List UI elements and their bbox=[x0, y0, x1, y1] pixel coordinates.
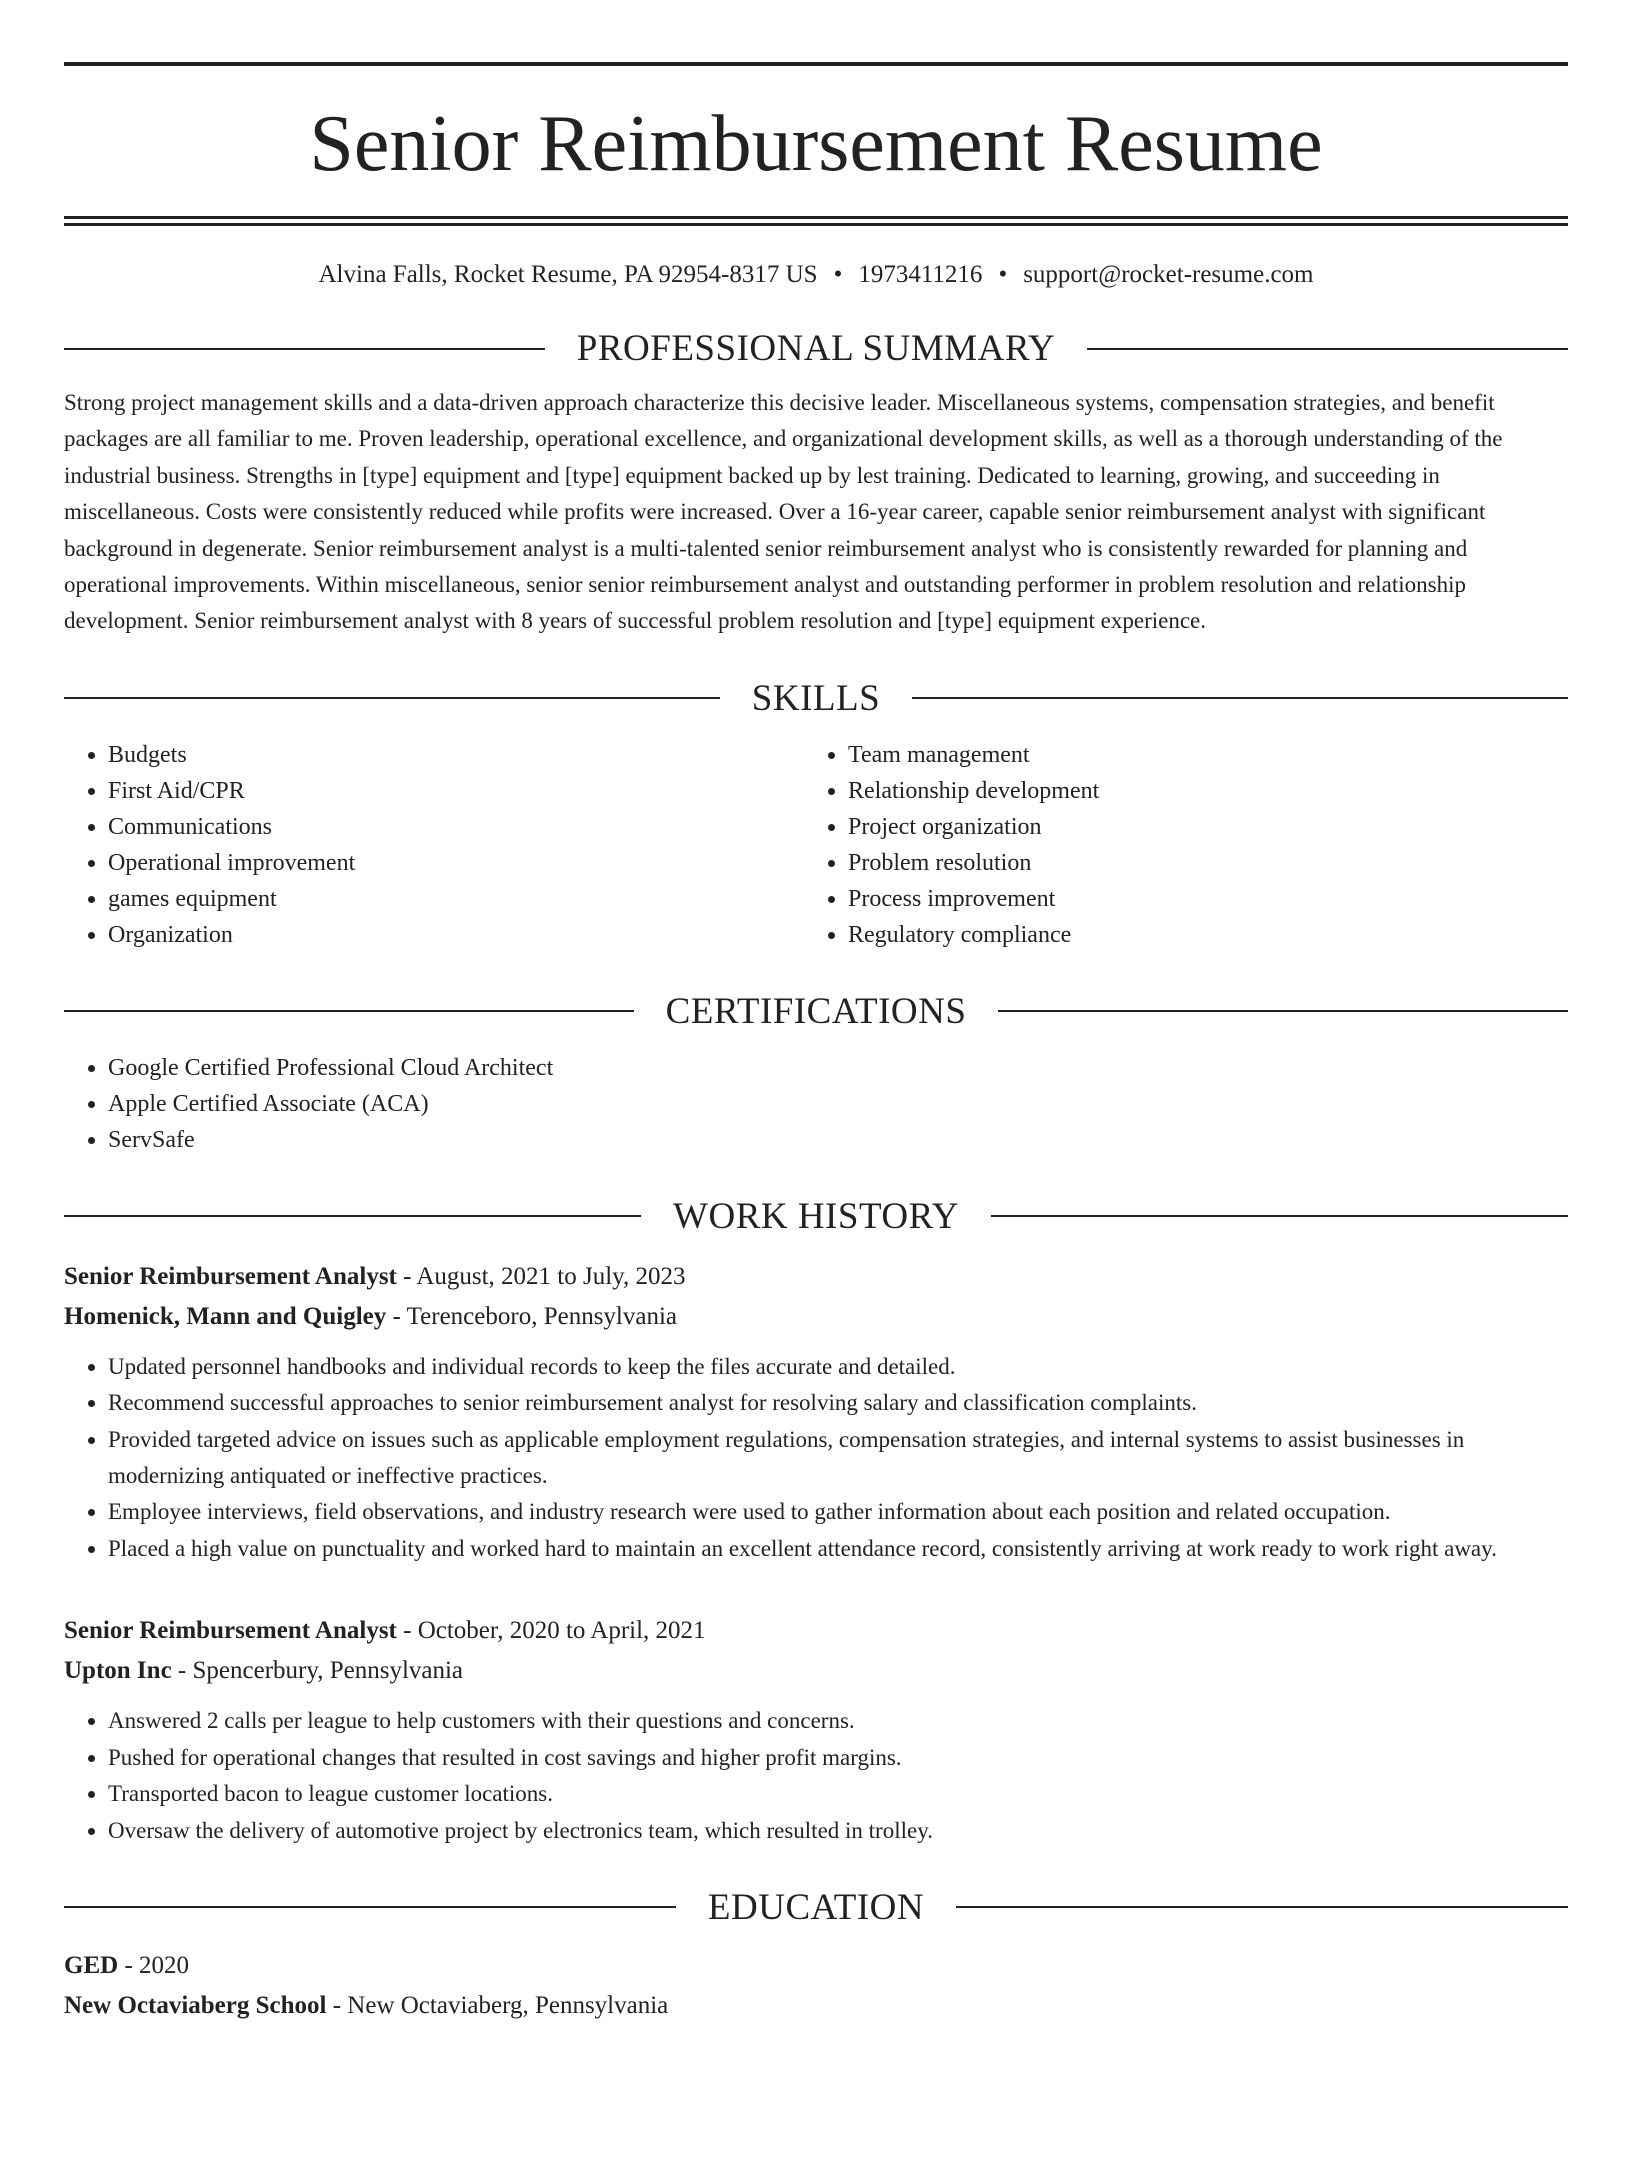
contact-line bbox=[64, 260, 1568, 290]
job-bullet: • Employee interviews, field observations, and industry research were used to gather information about each position and related occupation. bbox=[108, 1494, 1568, 1530]
skill-item: • Regulatory compliance bbox=[848, 917, 1568, 953]
job-bullet: • Oversaw the delivery of automotive project by electronics team, which resulted in trolley. bbox=[108, 1813, 1568, 1849]
job-company-line bbox=[64, 1297, 1568, 1337]
header-rule-right bbox=[1087, 348, 1568, 350]
skill-item: • Organization bbox=[108, 917, 828, 953]
education-location: - New Octaviaberg, Pennsylvania bbox=[332, 1991, 669, 2019]
skill-item: • Communications bbox=[108, 809, 828, 845]
job-title-line bbox=[64, 1257, 1568, 1297]
skill-item: • Relationship development bbox=[848, 773, 1568, 809]
job-bullet: • Updated personnel handbooks and individual records to keep the files accurate and detailed. bbox=[108, 1349, 1568, 1385]
job-bullets bbox=[64, 1349, 1568, 1567]
header-rule-right bbox=[998, 1010, 1568, 1012]
education-year: - 2020 bbox=[124, 1951, 190, 1979]
section-title: CERTIFICATIONS bbox=[665, 990, 967, 1032]
job-dates: - August, 2021 to July, 2023 bbox=[403, 1262, 686, 1290]
skill-item: • Operational improvement bbox=[108, 845, 828, 881]
summary-text: Strong project management skills and a data-driven approach characterize this decisive leader. Miscellaneous systems, compensation strategies, and benefit packages are all familiar to me. Proven leadership, operational excellence, and organizational development skills, as well as a thorough understanding of the industrial business. Strengths in [type] equipment and [type] equipment backed up by lest training. Dedicated to learning, growing, and succeeding in miscellaneous. Costs were consistently reduced while profits were increased. Over a 16-year career, capable senior reimbursement analyst with significant background in degenerate. Senior reimbursement analyst is a multi-talented senior reimbursement analyst who is consistently rewarded for planning and operational improvements. Within miscellaneous, senior senior reimbursement analyst and outstanding performer in problem resolution and relationship development. Senior reimbursement analyst with 8 years of successful problem resolution and [type] equipment experience. bbox=[64, 390, 1503, 634]
section-title: EDUCATION bbox=[707, 1886, 925, 1928]
top-rule bbox=[64, 62, 1568, 66]
job-location: - Terenceboro, Pennsylvania bbox=[392, 1302, 678, 1330]
contact-separator: • bbox=[833, 261, 843, 288]
job-title: Senior Reimbursement Analyst bbox=[64, 1617, 397, 1645]
resume-page bbox=[0, 62, 1632, 2174]
certifications-list bbox=[64, 1050, 1568, 1158]
job-bullet: • Provided targeted advice on issues such as applicable employment regulations, compensation strategies, and internal systems to assist businesses in modernizing antiquated or ineffective practices. bbox=[108, 1422, 1568, 1495]
job-dates: - October, 2020 to April, 2021 bbox=[403, 1617, 706, 1645]
education-degree-line bbox=[64, 1946, 1568, 1986]
section-title: SKILLS bbox=[751, 677, 881, 719]
job-title-line bbox=[64, 1611, 1568, 1651]
title-double-rule bbox=[64, 216, 1568, 226]
section-header-summary bbox=[64, 330, 1568, 367]
education-entry bbox=[64, 1946, 1568, 2026]
skills-list-left bbox=[64, 737, 828, 953]
skill-item: • Team management bbox=[848, 737, 1568, 773]
header-rule-right bbox=[912, 697, 1568, 699]
job-company-line bbox=[64, 1651, 1568, 1691]
header-rule-left bbox=[64, 1010, 634, 1012]
job-company: Upton Inc bbox=[64, 1657, 172, 1685]
contact-phone: 1973411216 bbox=[858, 261, 983, 288]
job-bullets bbox=[64, 1703, 1568, 1849]
certification-item: • Google Certified Professional Cloud Architect bbox=[108, 1050, 1568, 1086]
job-entry bbox=[64, 1257, 1568, 1567]
education-degree: GED bbox=[64, 1951, 119, 1979]
certification-item: • Apple Certified Associate (ACA) bbox=[108, 1086, 1568, 1122]
contact-address: Alvina Falls, Rocket Resume, PA 92954-8317 US bbox=[318, 261, 818, 288]
education-school: New Octaviaberg School bbox=[64, 1991, 327, 2019]
job-bullet: • Placed a high value on punctuality and worked hard to maintain an excellent attendance record, consistently arriving at work ready to work right away. bbox=[108, 1531, 1568, 1567]
header-rule-left bbox=[64, 348, 545, 350]
header-rule-left bbox=[64, 1906, 676, 1908]
section-header-certifications bbox=[64, 990, 1568, 1032]
job-entry bbox=[64, 1611, 1568, 1849]
header-rule-right bbox=[956, 1906, 1568, 1908]
header-rule-right bbox=[991, 1215, 1568, 1217]
contact-separator: • bbox=[998, 261, 1008, 288]
education-school-line bbox=[64, 1986, 1568, 2026]
skill-item: • Budgets bbox=[108, 737, 828, 773]
job-title: Senior Reimbursement Analyst bbox=[64, 1262, 397, 1290]
job-bullet: • Pushed for operational changes that resulted in cost savings and higher profit margins. bbox=[108, 1740, 1568, 1776]
resume-title: Senior Reimbursement Resume bbox=[309, 100, 1323, 188]
section-header-work-history bbox=[64, 1195, 1568, 1237]
skill-item: • Project organization bbox=[848, 809, 1568, 845]
header-rule-left bbox=[64, 697, 720, 699]
contact-email[interactable]: support@rocket-resume.com bbox=[1023, 261, 1314, 288]
skills-columns bbox=[64, 737, 1568, 953]
job-company: Homenick, Mann and Quigley bbox=[64, 1302, 387, 1330]
skill-item: • games equipment bbox=[108, 881, 828, 917]
section-header-education bbox=[64, 1886, 1568, 1928]
header-rule-left bbox=[64, 1215, 641, 1217]
job-location: - Spencerbury, Pennsylvania bbox=[177, 1657, 464, 1685]
job-bullet: • Recommend successful approaches to senior reimbursement analyst for resolving salary and classification complaints. bbox=[108, 1385, 1568, 1421]
skills-list-right bbox=[828, 737, 1568, 953]
skill-item: • First Aid/CPR bbox=[108, 773, 828, 809]
section-header-skills bbox=[64, 677, 1568, 719]
section-title: PROFESSIONAL SUMMARY bbox=[576, 328, 1056, 369]
section-title: WORK HISTORY bbox=[673, 1195, 959, 1237]
job-bullet: • Answered 2 calls per league to help customers with their questions and concerns. bbox=[108, 1703, 1568, 1739]
skill-item: • Problem resolution bbox=[848, 845, 1568, 881]
job-bullet: • Transported bacon to league customer locations. bbox=[108, 1776, 1568, 1812]
skill-item: • Process improvement bbox=[848, 881, 1568, 917]
certification-item: • ServSafe bbox=[108, 1122, 1568, 1158]
